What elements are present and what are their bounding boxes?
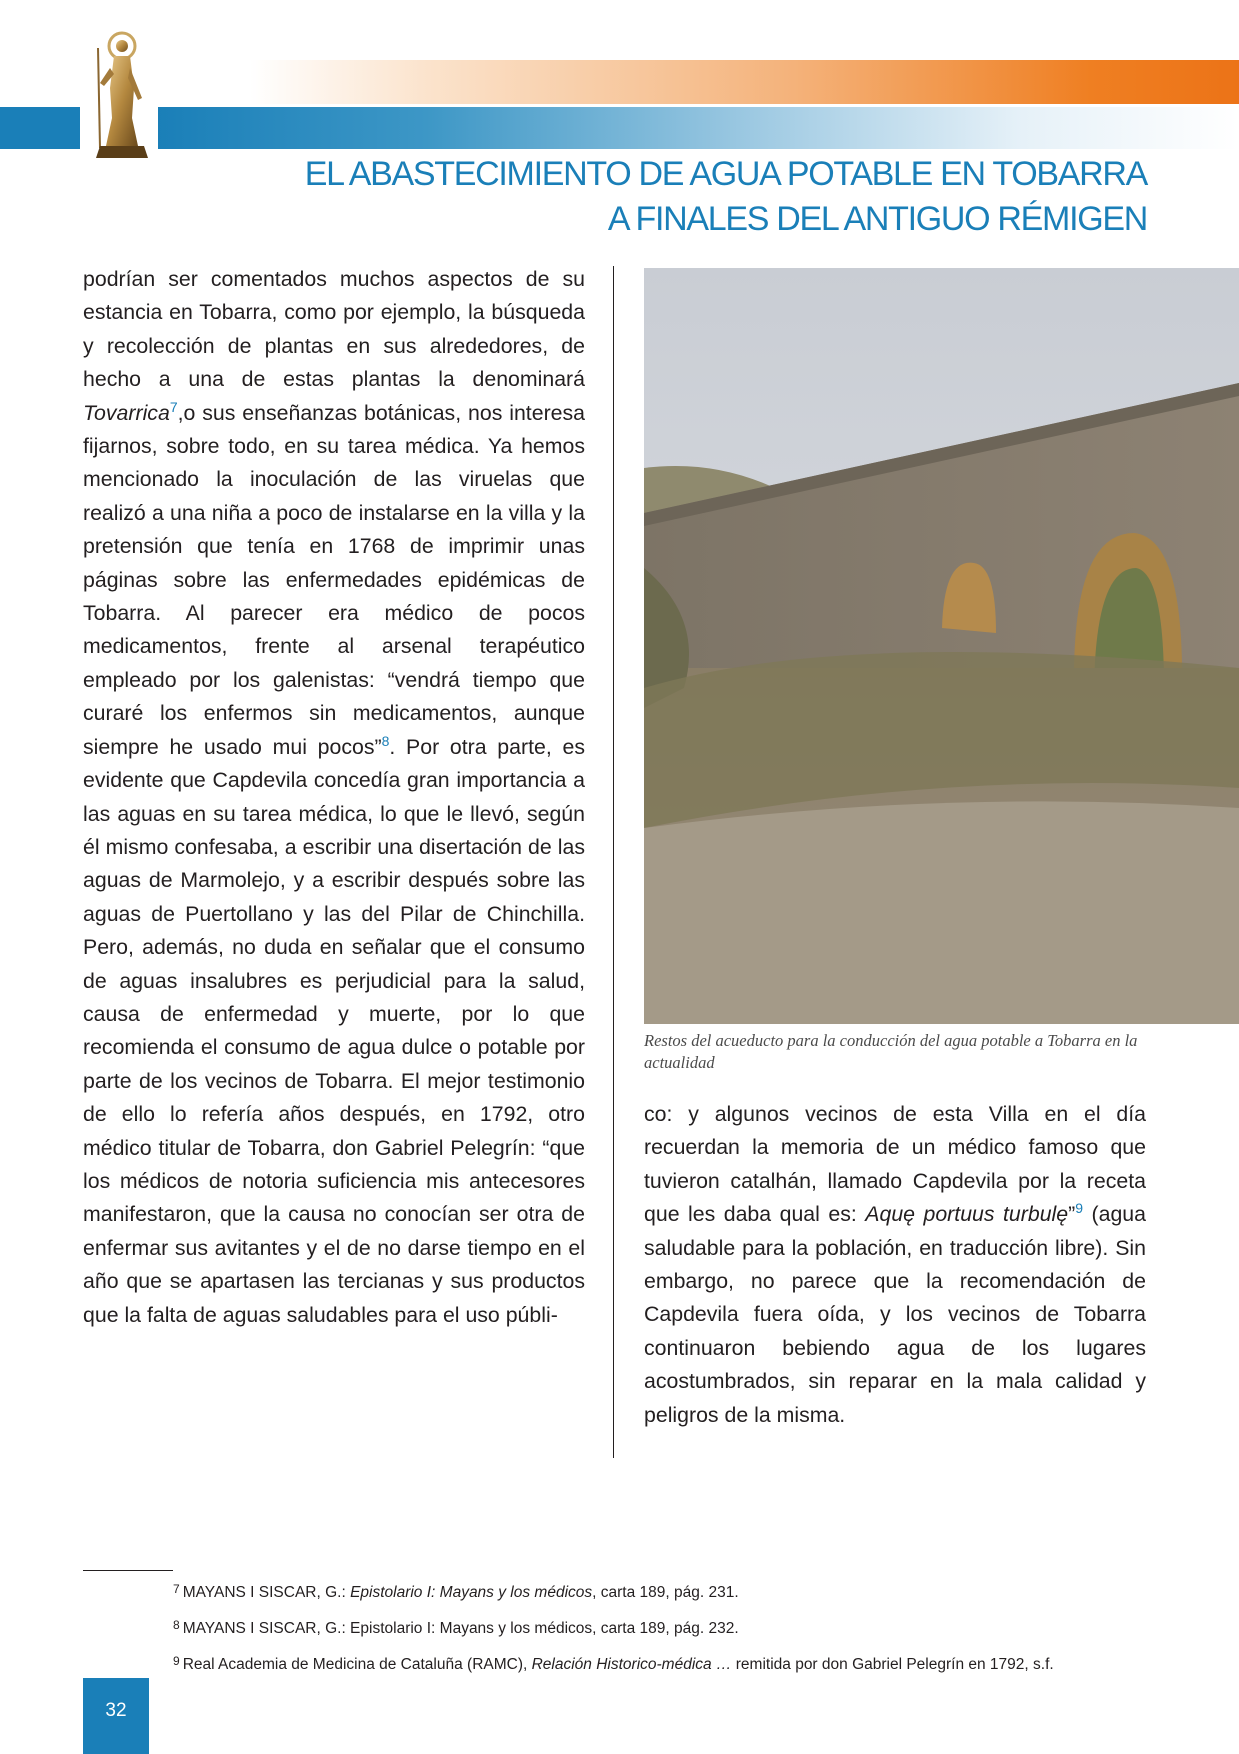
header-blue-band-right: [156, 107, 1239, 149]
text-run: podrían ser comentados muchos aspectos de su estancia en Tobarra, como por ejemplo, la búsqueda y recolección de plantas en sus alrededores, de hecho a una de estas plantas la denominará: [83, 267, 585, 392]
body-column-right: [644, 1098, 1146, 1432]
footnote-number: 7: [173, 1582, 180, 1596]
title-line-2: A FINALES DEL ANTIGUO RÉMIGEN: [607, 200, 1147, 238]
footnote-7: [173, 1582, 739, 1602]
footnote-ref-8[interactable]: 8: [381, 732, 390, 749]
figure-caption: Restos del acueducto para la conducción del agua potable a Tobarra en la actualidad: [644, 1031, 1138, 1072]
body-column-left: [83, 263, 585, 1332]
footnote-number: 8: [173, 1618, 180, 1632]
body-paragraph: [644, 1098, 1146, 1432]
footnote-text: MAYANS I SISCAR, G.:: [182, 1584, 351, 1601]
footnote-number: 9: [173, 1654, 180, 1668]
text-run: co: y algunos vecinos de esta Villa en el día recuerdan la memoria de un médico famoso que tuvieron catalhán, llamado Capdevila por la receta que les daba qual es:: [644, 1102, 1146, 1227]
footnote-title: Relación Historico-médica …: [531, 1656, 732, 1673]
footnote-text: MAYANS I SISCAR, G.: Epistolario I: Mayans y los médicos, carta 189, pág. 232.: [182, 1620, 739, 1637]
footnote-text: Real Academia de Medicina de Cataluña (RAMC),: [182, 1656, 532, 1673]
footnote-text: remitida por don Gabriel Pelegrín en 1792, s.f.: [731, 1656, 1054, 1673]
text-run: ”: [1068, 1202, 1076, 1227]
footnote-9: [173, 1654, 1054, 1674]
text-run: ,o sus enseñanzas botánicas, nos interesa fijarnos, sobre todo, en su tarea médica. Ya hemos mencionado la inoculación de las viruelas que realizó a una niña a poco de instalarse en la villa y la pretensión que tenía en 1768 de imprimir unas páginas sobre las enfermedades epidémicas de Tobarra. Al parecer era médico de pocos medicamentos, frente al arsenal terapéutico empleado por los galenistas: “vendrá tiempo que curaré los enfermos sin medicamentos, aunque siempre he usado mui pocos”: [83, 400, 585, 759]
body-paragraph: [83, 263, 585, 1332]
footnote-separator: [83, 1570, 173, 1571]
footnote-ref-9[interactable]: 9: [1075, 1200, 1084, 1217]
footnote-text: , carta 189, pág. 231.: [592, 1584, 739, 1601]
footnote-ref-7[interactable]: 7: [169, 398, 178, 415]
plant-name: Tovarrica: [83, 400, 170, 425]
text-run: . Por otra parte, es evidente que Capdevila concedía gran importancia a las aguas en su tarea médica, lo que le llevó, según él mismo confesaba, a escribir una disertación de las aguas de Marmolejo, y a escribir después sobre las aguas de Puertollano y las del Pilar de Chinchilla. Pero, además, no duda en señalar que el consumo de aguas insalubres es perjudicial para la salud, causa de enfermedad y muerte, por lo que recomienda el consumo de agua dulce o potable por parte de los vecinos de Tobarra. El mejor testimonio de ello lo refería años después, en 1792, otro médico titular de Tobarra, don Gabriel Pelegrín: “que los médicos de notoria suficiencia mis antecesores manifestaron, que la causa no conocían ser otra de enfermar sus avitantes y el de no darse tiempo en el año que se apartasen las tercianas y sus productos que la falta de aguas saludables para el uso públi-: [83, 734, 585, 1327]
page-title: [147, 152, 1147, 242]
header-orange-band: [250, 60, 1239, 104]
text-run: (agua saludable para la población, en traducción libre). Sin embargo, no parece que la recomendación de Capdevila fuera oída, y los vecinos de Tobarra continuaron bebiendo agua de los lugares acostumbrados, sin reparar en la mala calidad y peligros de la misma.: [644, 1202, 1146, 1427]
header-blue-band-left: [0, 107, 82, 149]
aqueduct-photo: [644, 268, 1239, 1024]
footnote-8: [173, 1618, 739, 1638]
column-divider: [613, 266, 614, 1458]
footnote-title: Epistolario I: Mayans y los médicos: [350, 1584, 593, 1601]
page-number: 32: [105, 1700, 127, 1721]
title-line-1: EL ABASTECIMIENTO DE AGUA POTABLE EN TOBARRA: [304, 155, 1147, 193]
latin-quote: Aquę portuus turbulę: [865, 1202, 1069, 1227]
statue-emblem-icon: [86, 28, 156, 160]
